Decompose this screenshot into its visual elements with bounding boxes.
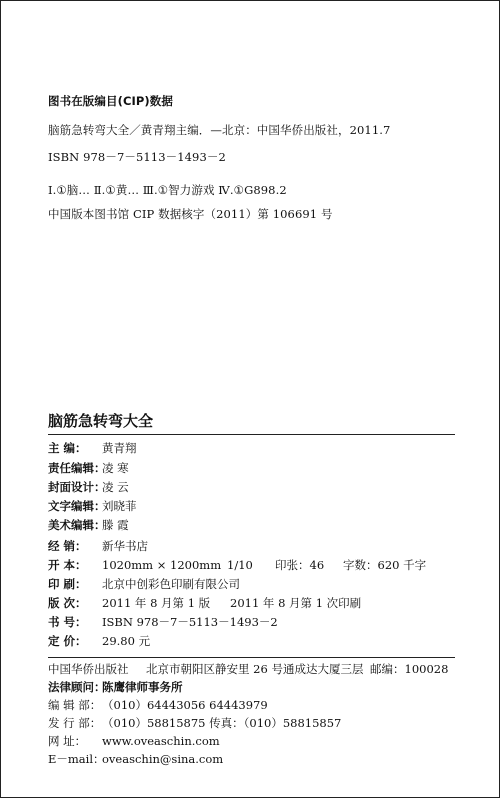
legal-value: 陈鹰律师事务所 [102, 680, 183, 694]
distributor-row [48, 539, 148, 554]
cover-value: 凌 云 [102, 480, 129, 494]
web-row [48, 734, 220, 749]
publisher-address: 北京市朝阳区静安里 26 号通成达大厦三层 [146, 662, 364, 676]
title-divider [48, 434, 455, 435]
editorial-row [48, 698, 268, 713]
art-editor-row [48, 518, 129, 533]
email-row [48, 752, 223, 767]
legal-row [48, 680, 183, 695]
book-number-value: ISBN 978－7－5113－1493－2 [102, 615, 278, 629]
sales-label: 发 行 部： [48, 716, 102, 730]
resp-editor-row [48, 461, 129, 476]
edition-value: 2011 年 8 月第 1 版 [102, 596, 211, 610]
editorial-label: 编 辑 部： [48, 698, 102, 712]
resp-editor-value: 凌 寒 [102, 461, 129, 475]
publisher-postcode: 邮编：100028 [370, 662, 449, 676]
email-value: oveaschin@sina.com [102, 752, 224, 766]
publisher-row [48, 662, 448, 677]
book-title: 脑筋急转弯大全 [48, 412, 154, 430]
format-value: 1020mm × 1200mm [102, 558, 222, 572]
cip-isbn: ISBN 978－7－5113－1493－2 [48, 150, 226, 164]
edition-row [48, 596, 361, 611]
email-label: E－mail： [48, 752, 105, 766]
printer-row [48, 577, 240, 592]
price-label: 定 价： [48, 634, 87, 648]
edition-label: 版 次： [48, 596, 87, 610]
art-editor-value: 滕 霞 [102, 518, 129, 532]
book-number-label: 书 号： [48, 615, 87, 629]
cip-classification: Ⅰ.①脑… Ⅱ.①黄… Ⅲ.①智力游戏 Ⅳ.①G898.2 [48, 183, 287, 197]
words-value: 字数：620 千字 [343, 558, 427, 572]
printing-value: 2011 年 8 月第 1 次印刷 [230, 596, 362, 610]
art-editor-label: 美术编辑： [48, 518, 106, 532]
publisher-name: 中国华侨出版社 [48, 662, 129, 676]
cip-heading: 图书在版编目(CIP)数据 [48, 94, 173, 108]
publisher-divider [48, 657, 455, 658]
sales-phones: （010）58815875 传真：（010）58815857 [102, 716, 342, 730]
text-editor-label: 文字编辑： [48, 499, 106, 513]
editor-value: 黄青翔 [102, 441, 137, 455]
printer-value: 北京中创彩色印刷有限公司 [102, 577, 240, 591]
resp-editor-label: 责任编辑： [48, 461, 106, 475]
cover-label: 封面设计： [48, 480, 106, 494]
editor-label: 主 编： [48, 441, 87, 455]
sales-row [48, 716, 341, 731]
legal-label: 法律顾问： [48, 680, 106, 694]
editorial-phones: （010）64443056 64443979 [102, 698, 268, 712]
price-value: 29.80 元 [102, 634, 151, 648]
sheets-value: 印张：46 [275, 558, 325, 572]
distributor-value: 新华书店 [102, 539, 148, 553]
format-label: 开 本： [48, 558, 87, 572]
cip-number: 中国版本图书馆 CIP 数据核字（2011）第 106691 号 [48, 207, 333, 221]
format-fraction: 1/10 [227, 558, 253, 572]
format-row [48, 558, 426, 573]
cip-title-line: 脑筋急转弯大全／黄青翔主编．—北京：中国华侨出版社，2011.7 [48, 123, 391, 137]
editor-row [48, 441, 137, 456]
price-row [48, 634, 150, 649]
text-editor-value: 刘晓菲 [102, 499, 137, 513]
book-number-row [48, 615, 278, 630]
text-editor-row [48, 499, 137, 514]
cover-row [48, 480, 129, 495]
web-value: www.oveaschin.com [102, 734, 220, 748]
distributor-label: 经 销： [48, 539, 87, 553]
printer-label: 印 刷： [48, 577, 87, 591]
web-label: 网 址： [48, 734, 87, 748]
